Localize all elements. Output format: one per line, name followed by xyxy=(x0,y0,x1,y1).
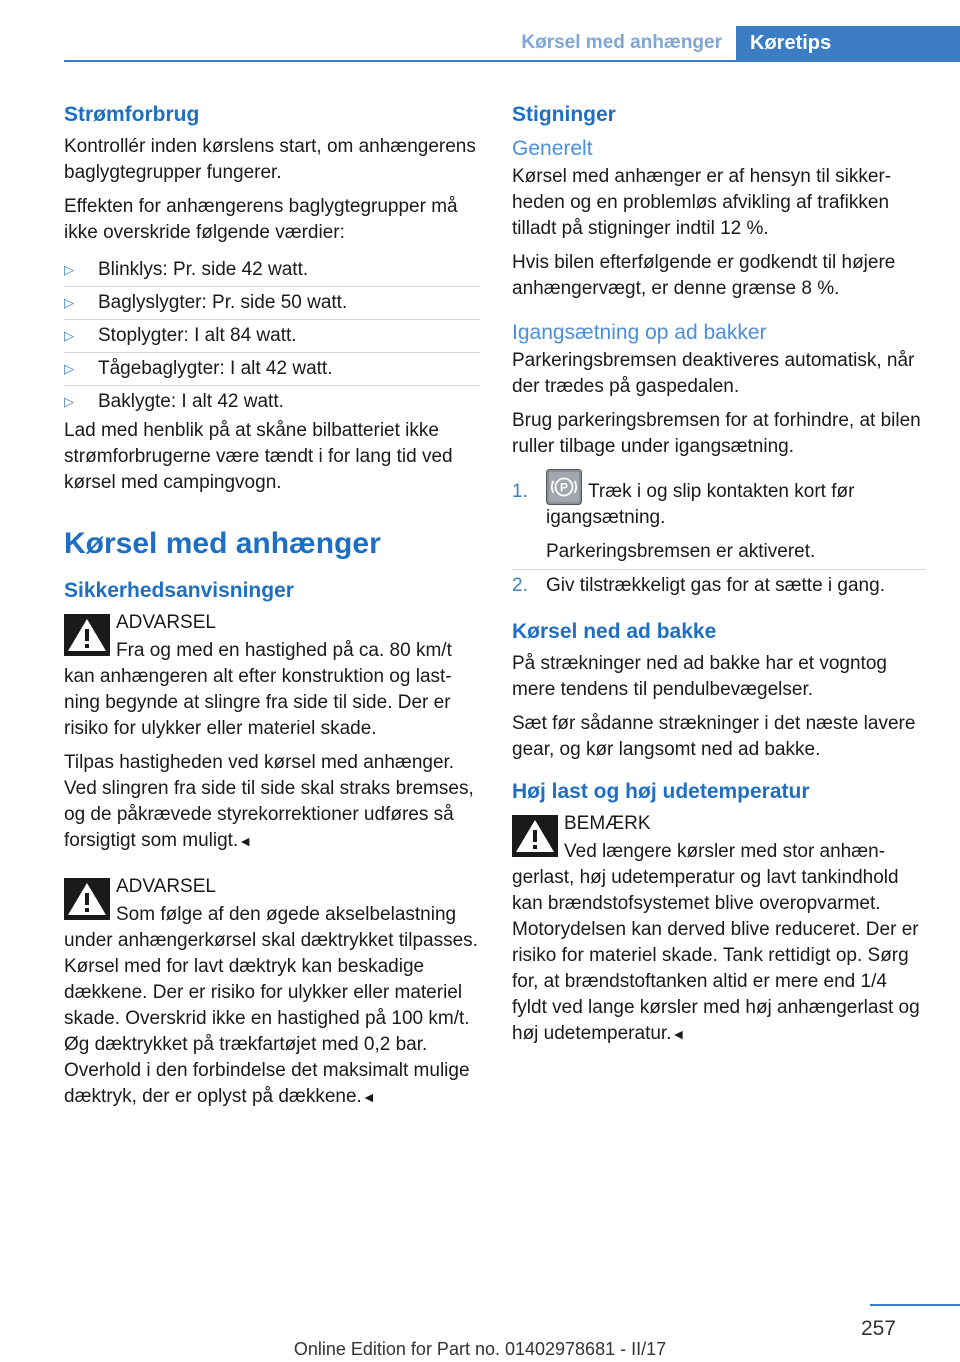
svg-text:P: P xyxy=(559,480,569,495)
power-heading: Strømforbrug xyxy=(64,103,200,126)
warning-title: ADVARSEL xyxy=(116,612,216,633)
slopes-heading: Stigninger xyxy=(512,103,616,126)
warning-block-1 xyxy=(64,610,480,854)
page-header xyxy=(0,0,960,62)
list-item: 2. Giv tilstrækkeligt gas for at sætte i gang. xyxy=(512,570,926,603)
warning-text: Fra og med en hastighed på ca. 80 km/t kan anhængeren alt efter konstruktion og lastning begynde at slingre fra side til side. Der er risiko for ulykker eller materiel skade. xyxy=(64,640,452,739)
note-text: Ved længere kørsler med stor anhængerlast, høj udetemperatur og lavt tankindhold kan brændstofsystemet blive overopvarmet. Motorydelsen kan derved blive reduceret. Der er risiko for materiel skade. Tank rettidigt op. Sørg for, at brændstoftanken altid er mere end 1/4 fyldt ved lange kørsler med høj anhængerlast og høj udetemperatur.◄ xyxy=(512,841,920,1045)
page-number: 257 xyxy=(860,1317,896,1340)
end-mark: ◄ xyxy=(361,1089,376,1105)
header-section-tab: Køretips xyxy=(736,26,960,62)
list-item: ▷ Baklygte: I alt 42 watt. xyxy=(64,386,480,418)
edition-note: Online Edition for Part no. 01402978681 - II/17 xyxy=(293,1339,667,1359)
left-column xyxy=(64,100,480,1118)
right-column xyxy=(512,100,926,1055)
parking-brake-button-icon xyxy=(546,469,582,505)
power-limits-list xyxy=(64,254,480,418)
list-item: ▷ Tågebaglygter: I alt 42 watt. xyxy=(64,353,480,386)
warning-block-2 xyxy=(64,874,480,1110)
general-text-1: Kørsel med anhænger er af hensyn til sikkerheden og en problemløs afvikling af trafikken tilladt på stigninger indtil 12 %. xyxy=(512,166,892,239)
triangle-bullet-icon: ▷ xyxy=(64,295,74,310)
hillstart-text-2: Brug parkeringsbremsen for at forhindre, at bilen ruller tilbage under igangsætning. xyxy=(512,410,921,457)
triangle-bullet-icon: ▷ xyxy=(64,328,74,343)
triangle-bullet-icon: ▷ xyxy=(64,262,74,277)
note-block xyxy=(512,811,926,1047)
general-text-2: Hvis bilen efterfølgende er godkendt til højere anhængervægt, er denne grænse 8 %. xyxy=(512,252,896,299)
power-intro: Kontrollér inden kørslens start, om anhængerens baglygtegrupper fungerer. xyxy=(64,136,476,183)
warning-text: Som følge af den øgede akselbelastning under anhængerkørsel skal dæktrykket tilpasses. Kørsel med for lavt dæktryk kan beskadige dækkene. Der er risiko for ulykker eller materiel skade. Overskrid ikke en hastighed på 100 km/t. Øg dæktrykket på trækfartøjet med 0,2 bar. Overhold i den forbindelse det maksimalt mulige dæktryk, der er oplyst på dækkene.◄ xyxy=(64,904,478,1107)
downhill-text-1: På strækninger ned ad bakke har et vogntog mere tendens til pendulbevægelser. xyxy=(512,653,887,701)
safety-heading: Sikkerhedsanvisninger xyxy=(64,579,294,602)
step-number: 1. xyxy=(512,481,528,502)
list-item: ▷ Blinklys: Pr. side 42 watt. xyxy=(64,254,480,287)
power-limits-intro: Effekten for anhængerens baglygtegrupper må ikke overskride følgende værdier: xyxy=(64,196,458,243)
heat-heading: Høj last og høj udetemperatur xyxy=(512,780,810,804)
hillstart-text-1: Parkeringsbremsen deaktiveres automatisk, når der trædes på gaspedalen. xyxy=(512,350,915,397)
end-mark: ◄ xyxy=(238,833,253,849)
header-chapter: Kørsel med anhænger xyxy=(521,32,722,53)
step-result: Parkeringsbremsen er aktiveret. xyxy=(546,541,816,563)
section-title: Kørsel med anhænger xyxy=(64,527,381,560)
warning-triangle-icon xyxy=(512,815,558,857)
list-item: ▷ Baglyslygter: Pr. side 50 watt. xyxy=(64,287,480,320)
note-title: BEMÆRK xyxy=(564,813,651,835)
battery-note: Lad med henblik på at skåne bilbatteriet ikke strømforbrugerne være tændt i for lang tid ved kørsel med campingvogn. xyxy=(64,420,453,493)
triangle-bullet-icon: ▷ xyxy=(64,361,74,376)
warning-text: Tilpas hastigheden ved kørsel med anhænger. Ved slingren fra side til side skal straks bremses, og de påkrævede styrekorrektioner udføres så forsigtigt som muligt.◄ xyxy=(64,752,474,851)
general-heading: Generelt xyxy=(512,137,593,160)
footer-rule xyxy=(870,1304,960,1306)
warning-triangle-icon xyxy=(64,614,110,656)
warning-triangle-icon xyxy=(64,878,110,920)
hillstart-steps xyxy=(512,476,926,603)
list-item: ▷ Stoplygter: I alt 84 watt. xyxy=(64,320,480,353)
warning-title: ADVARSEL xyxy=(116,876,216,897)
downhill-heading: Kørsel ned ad bakke xyxy=(512,620,717,644)
header-rule xyxy=(64,60,960,62)
end-mark: ◄ xyxy=(671,1026,686,1043)
step-number: 2. xyxy=(512,575,528,597)
list-item: 1. P Træk i og slip kontakten kort før igangsætning. Parkeringsbremsen er aktiveret. xyxy=(512,476,926,570)
triangle-bullet-icon: ▷ xyxy=(64,394,74,409)
downhill-text-2: Sæt før sådanne strækninger i det næste lavere gear, og kør langsomt ned ad bakke. xyxy=(512,713,916,761)
hillstart-heading: Igangsætning op ad bakker xyxy=(512,321,767,344)
page-footer xyxy=(0,1300,960,1362)
